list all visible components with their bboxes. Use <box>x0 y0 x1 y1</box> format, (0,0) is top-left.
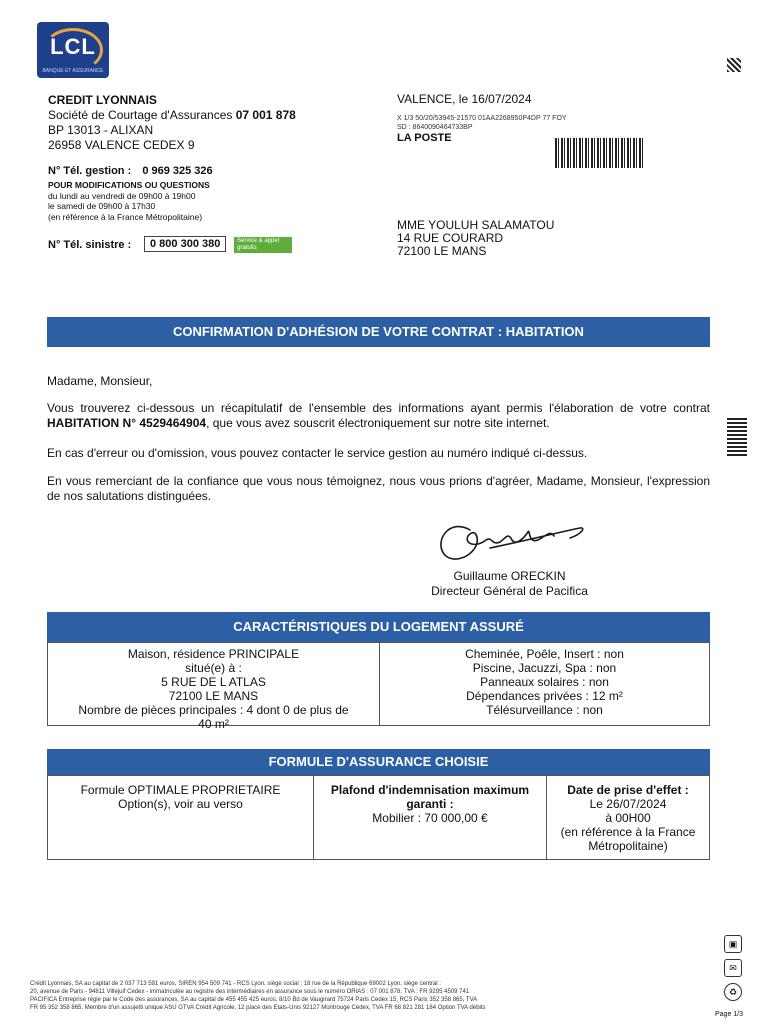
signer-title: Directeur Général de Pacifica <box>431 584 588 598</box>
mail-reference <box>397 114 567 132</box>
handwritten-signature <box>430 510 590 566</box>
city-date: VALENCE, le 16/07/2024 <box>397 92 532 106</box>
housing-location-cell <box>48 643 380 731</box>
effective-date-reference: (en référence à la France Métropolitaine) <box>560 825 696 853</box>
housing-street: 5 RUE DE L ATLAS <box>161 675 266 689</box>
opening-hours <box>48 180 210 222</box>
tel-gestion <box>48 165 213 177</box>
housing-rooms-size: 40 m² <box>198 717 229 731</box>
insurance-formula-banner: FORMULE D'ASSURANCE CHOISIE <box>47 749 710 775</box>
logo-subtitle: BANQUE ET ASSURANCE <box>42 68 104 74</box>
recipient-city: 72100 LE MANS <box>397 244 487 258</box>
mail-reference-line2: SD : 8640090464733BP <box>397 124 473 131</box>
feature-outbuildings: Dépendances privées : 12 m² <box>466 689 623 703</box>
tel-sinistre-number: 0 800 300 380 <box>144 236 226 252</box>
datamatrix-code-side <box>727 418 747 456</box>
opening-hours-line2: le samedi de 09h00 à 17h30 <box>48 201 156 211</box>
recycle-icon: ♻ <box>724 983 742 1001</box>
housing-features-cell <box>380 643 709 725</box>
sender-line1-prefix: Société de Courtage d'Assurances <box>48 108 233 122</box>
footer-line3: PACIFICA Entreprise régie par le Code des assurances, SA au capital de 455 455 425 euros, 8/10 Bd de Vaugirard 75724 Paris Cedex 15, RCS Paris 352 358 865, TVA <box>30 997 478 1003</box>
formula-cell <box>48 776 314 859</box>
signer-block <box>422 569 597 599</box>
sender-name: CREDIT LYONNAIS <box>48 93 157 107</box>
letter-p1-start: Vous trouverez ci-dessous un récapitulatif de l'ensemble des informations ayant permis l'élaboration de votre contrat <box>47 401 710 415</box>
legal-footer <box>30 980 720 1012</box>
free-call-badge: Service & appel gratuits <box>234 237 292 253</box>
sender-line1 <box>48 108 296 123</box>
lcl-logo <box>37 22 109 78</box>
footer-line4: FR 95 352 358 865. Membre d'un assujetti unique ASU GTVA Crédit Agricole, 12 place des Etats-Unis 92127 Montrouge Cedex, TVA FR 68 821 281 184 Option TVA débits <box>30 1005 486 1011</box>
recipient-address <box>397 219 554 258</box>
opening-hours-title: POUR MODIFICATIONS OU QUESTIONS <box>48 180 210 190</box>
footer-icons <box>718 935 748 1007</box>
letter-p1-end: , que vous avez souscrit électroniquement sur notre site internet. <box>206 416 550 430</box>
opening-hours-line3: (en référence à la France Métropolitaine) <box>48 211 203 222</box>
sender-orias-number: 07 001 878 <box>235 108 296 122</box>
opening-hours-line1: du lundi au vendredi de 09h00 à 19h00 <box>48 190 196 201</box>
signer-name: Guillaume ORECKIN <box>453 569 566 583</box>
ceiling-value: Mobilier : 70 000,00 € <box>372 811 488 825</box>
ceiling-title: Plafond d'indemnisation maximum garanti : <box>330 783 530 811</box>
letter-paragraph-2: En cas d'erreur ou d'omission, vous pouvez contacter le service gestion au numéro indiqué ci-dessus. <box>47 446 588 460</box>
ceiling-cell <box>314 776 547 859</box>
housing-type: Maison, résidence PRINCIPALE <box>127 647 300 661</box>
formula-options: Option(s), voir au verso <box>118 797 243 811</box>
letter-paragraph-3: En vous remerciant de la confiance que vous nous témoignez, nous vous prions d'agréer, Madame, Monsieur, l'expression de nos salutations distinguées. <box>47 474 710 503</box>
envelope-icon: ✉ <box>724 959 742 977</box>
effective-date-title: Date de prise d'effet : <box>567 783 689 797</box>
sender-address <box>48 93 296 153</box>
logo-text: LCL <box>50 34 96 59</box>
tel-gestion-number: 0 969 325 326 <box>142 165 213 177</box>
feature-surveillance: Télésurveillance : non <box>486 703 603 717</box>
housing-located-at: situé(e) à : <box>185 661 242 675</box>
page-number: Page 1/3 <box>715 1011 744 1018</box>
tel-gestion-label: N° Tél. gestion : <box>48 165 132 177</box>
footer-line2: 20, avenue de Paris - 94811 Villejuif Cedex - immatriculée au registre des intermédiaires en assurance sous le numéro ORIAS : 07 001 878. TVA : FR 9295 4509 741 <box>30 989 470 995</box>
sender-line3: 26958 VALENCE CEDEX 9 <box>48 138 195 152</box>
postal-barcode <box>555 138 645 168</box>
recipient-name: MME YOULUH SALAMATOU <box>397 218 555 232</box>
datamatrix-code-top <box>727 58 741 72</box>
housing-characteristics-table <box>47 642 710 731</box>
housing-rooms: Nombre de pièces principales : 4 dont 0 de plus de <box>78 703 349 717</box>
document-icon: ▣ <box>724 935 742 953</box>
mail-reference-line1: X 1/3 50/20/53945-21570 01AA2268950P4DP 77 FOY <box>397 115 567 122</box>
insurance-formula-table <box>47 775 710 860</box>
feature-solar-panels: Panneaux solaires : non <box>480 675 609 689</box>
recipient-street: 14 RUE COURARD <box>397 231 504 245</box>
letter-paragraph-1 <box>47 401 710 431</box>
letter-salutation: Madame, Monsieur, <box>47 374 153 388</box>
confirmation-banner: CONFIRMATION D'ADHÉSION DE VOTRE CONTRAT : HABITATION <box>47 317 710 347</box>
effective-time: à 00H00 <box>605 811 651 825</box>
la-poste-label: LA POSTE <box>397 132 452 144</box>
housing-characteristics-banner: CARACTÉRISTIQUES DU LOGEMENT ASSURÉ <box>47 612 710 642</box>
feature-pool: Piscine, Jacuzzi, Spa : non <box>472 661 617 675</box>
footer-line1: Crédit Lyonnais, SA au capital de 2 037 713 591 euros, SIREN 954 509 741 - RCS Lyon, siège social : 18 rue de la République 69002 Lyon, siège central : <box>30 981 441 987</box>
sender-line2: BP 13013 - ALIXAN <box>48 123 154 137</box>
effective-date-cell <box>547 776 709 859</box>
tel-sinistre-label: N° Tél. sinistre : <box>48 239 132 251</box>
contract-number: HABITATION N° 4529464904 <box>47 416 207 430</box>
housing-city: 72100 LE MANS <box>168 689 259 703</box>
effective-date: Le 26/07/2024 <box>589 797 667 811</box>
formula-name: Formule OPTIMALE PROPRIETAIRE <box>80 783 281 797</box>
feature-fireplace: Cheminée, Poêle, Insert : non <box>465 647 624 661</box>
